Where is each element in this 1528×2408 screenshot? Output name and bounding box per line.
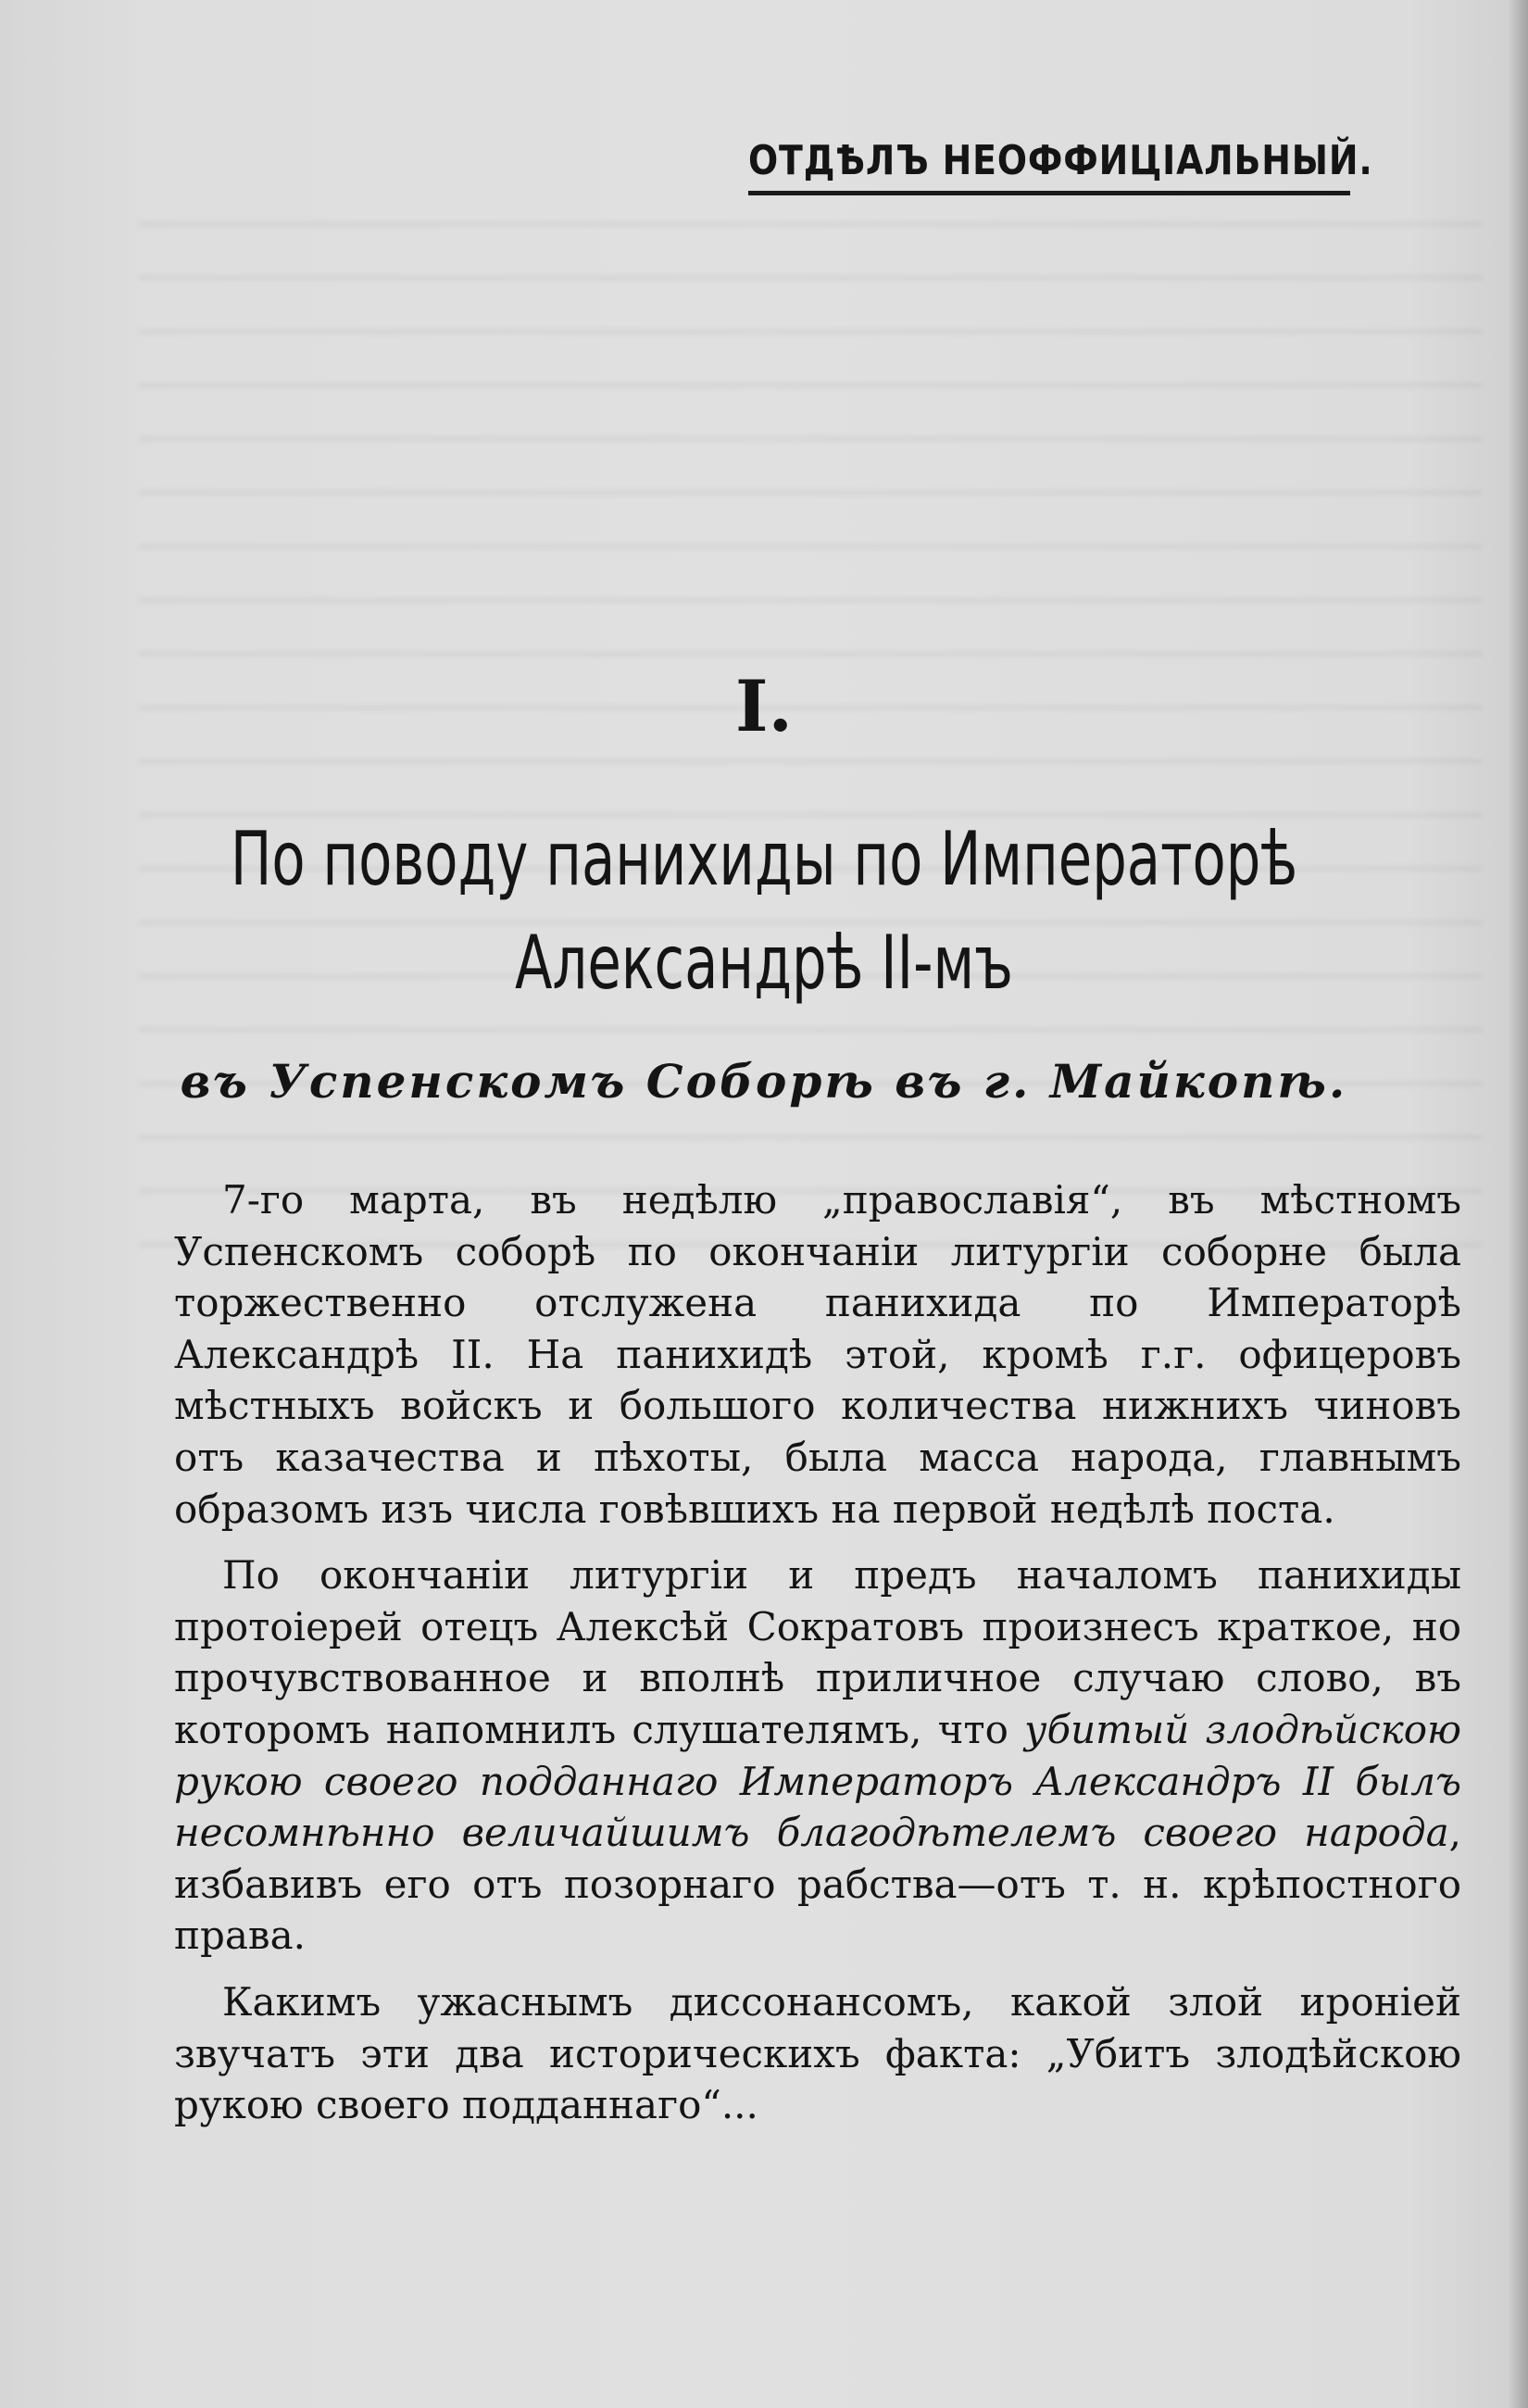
paragraph-2-text-start: По окончаніи литургіи и предъ началомъ панихиды протоіерей отецъ Алексѣй Сократовъ произнесъ краткое, но прочувствованное и вполнѣ приличное случаю слово, въ которомъ напомнилъ слушателямъ, что: [174, 1552, 1461, 1752]
page-edge-shadow: [1508, 0, 1528, 2408]
article-title-line-2: Александрѣ II-мъ: [515, 920, 1013, 1006]
paragraph-3: Какимъ ужаснымъ диссонансомъ, какой злой ироніей звучатъ эти два историческихъ факта: „Убитъ злодѣйскою рукою своего подданнаго“...: [174, 1978, 1461, 2128]
section-header: ОТДѢЛЪ НЕОФФИЦІАЛЬНЫЙ.: [748, 137, 1373, 184]
article-title-line-1: По поводу панихиды по Императорѣ: [230, 816, 1298, 902]
chapter-number: I.: [734, 665, 793, 747]
paragraph-2: [174, 1549, 1461, 1962]
paragraph-2-italic-quote: убитый злодѣйскою рукою своего подданнаго Императоръ Александръ II былъ несомнѣнно величайшимъ благодѣтелемъ своего народа: [174, 1706, 1461, 1856]
article-subtitle: въ Успенскомъ Соборѣ въ г. Майкопѣ.: [180, 1054, 1348, 1109]
article-body: [174, 1174, 1461, 2146]
section-header-underline: [748, 191, 1350, 195]
paragraph-2-text-end: , избавивъ его отъ позорнаго рабства—отъ т. н. крѣпостного права.: [174, 1810, 1461, 1959]
paragraph-1: 7-го марта, въ недѣлю „православія“, въ мѣстномъ Успенскомъ соборѣ по окончаніи литургіи соборне была торжественно отслужена панихида по Императорѣ Александрѣ II. На панихидѣ этой, кромѣ г.г. офицеровъ мѣстныхъ войскъ и большого количества нижнихъ чиновъ отъ казачества и пѣхоты, была масса народа, главнымъ образомъ изъ числа говѣвшихъ на первой недѣлѣ поста.: [174, 1177, 1461, 1532]
